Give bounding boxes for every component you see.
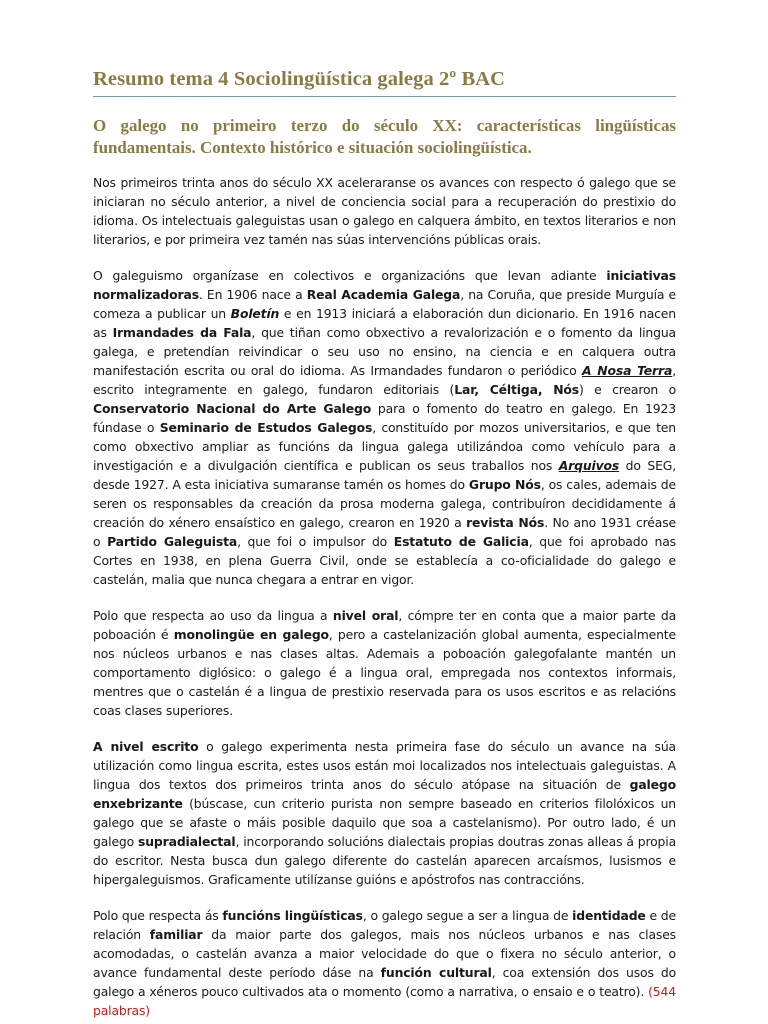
text-run: , escrito integramente en galego, fundaron editoriais (: [93, 363, 676, 397]
text-run: , que foi aprobado nas Cortes en 1938, en plena Guerra Civil, onde se establecía a co-oficialidade do galego e castelán, malia que nunca chegara a entrar en vigor.: [93, 534, 676, 587]
document-title: Resumo tema 4 Sociolingüística galega 2º BAC: [93, 68, 506, 90]
title-underline: [93, 96, 676, 97]
emphasized-text: función cultural: [380, 965, 492, 980]
text-run: , incorporando solucións dialectais propias doutras zonas alleas á propia do escritor. Nesta busca dun galego diferente do castelán aparecen arcaísmos, lusismos e hipergaleguismos. Graficamente utilízanse guións e apóstrofos nas contraccións.: [93, 834, 677, 887]
emphasized-text: supradialectal: [138, 834, 236, 849]
paragraph-functions: [93, 906, 676, 1020]
emphasized-text: Boletín: [230, 306, 280, 321]
text-run: o galego experimenta nesta primeira fase do século un avance na súa utilización como lingua escrita, estes usos están moi localizados nos intelectuais galeguistas. A lingua dos textos dos primeiros trinta anos do século atópase na situación de: [93, 739, 677, 792]
text-run: , cómpre ter en conta que a maior parte da poboación é: [93, 608, 677, 642]
text-run: , que foi o impulsor do: [237, 534, 394, 549]
text-run: Polo que respecta ao uso da lingua a: [93, 608, 333, 623]
text-run: , constituído por mozos universitarios, e que ten como obxectivo ampliar as funcións da lingua galega utilizándoa como vehículo para a investigación e a divulgación científica e publican os seus traballos nos: [93, 420, 676, 473]
word-count: (544 palabras): [93, 984, 676, 1018]
text-run: para o fomento do teatro en galego. En 1923 fúndase o: [93, 401, 676, 435]
emphasized-text: familiar: [149, 927, 203, 942]
emphasized-text: Estatuto de Galicia: [393, 534, 529, 549]
emphasized-text: Conservatorio Nacional do Arte Galego: [93, 401, 372, 416]
text-run: , o galego segue a ser a lingua de: [362, 908, 573, 923]
text-run: O galeguismo organízase en colectivos e organizacións que levan adiante: [93, 268, 607, 283]
emphasized-text: funcións lingüísticas: [222, 908, 363, 923]
text-run: . En 1906 nace a: [198, 287, 307, 302]
document-subtitle: O galego no primeiro terzo do século XX: características lingüísticas fundamentais. Contexto histórico e situación sociolingüística.: [93, 116, 676, 157]
text-run: Nos primeiros trinta anos do século XX aceleraranse os avances con respecto ó galego que se iniciaran no século anterior, a nivel de conciencia social para a recuperación do prestixio do idioma. Os intelectuais galeguistas usan o galego en calquera ámbito, en textos literarios e non literarios, e por primeira vez tamén nas súas intervencións públicas orais.: [93, 175, 676, 247]
emphasized-text: Grupo Nós: [468, 477, 541, 492]
text-run: da maior parte dos galegos, mais nos núcleos urbanos e nas clases acomodadas, o castelán avanza a maior velocidade do que o fixera no século anterior, o avance fundamental deste período dáse na: [93, 927, 676, 980]
text-run: Polo que respecta ás: [93, 908, 223, 923]
emphasized-text: A Nosa Terra: [582, 363, 673, 378]
emphasized-text: Arquivos: [558, 458, 620, 473]
emphasized-text: A nivel escrito: [93, 739, 199, 754]
paragraph-oral-level: [93, 606, 676, 720]
paragraph-intro: [93, 173, 676, 249]
text-run: , coa extensión dos usos do galego a xéneros pouco cultivados ata o momento (como a narrativa, o ensaio e o teatro).: [93, 965, 677, 999]
text-run: , pero a castelanización global aumenta, especialmente nos núcleos urbanos e nas clases altas. Ademais a poboación galegofalante mantén un comportamento diglósico: o galego é a lingua oral, empregada nos contextos informais, mentres que o castelán é a lingua de prestixio reservada para os usos escritos e as relacións coas clases superiores.: [93, 627, 676, 718]
text-run: do SEG, desde 1927. A esta iniciativa sumaranse tamén os homes do: [93, 458, 676, 492]
text-run: e en 1913 iniciará a elaboración dun dicionario. En 1916 nacen as: [93, 306, 676, 340]
emphasized-text: iniciativas normalizadoras: [93, 268, 676, 302]
emphasized-text: galego enxebrizante: [93, 777, 676, 811]
emphasized-text: Real Academia Galega: [306, 287, 461, 302]
emphasized-text: Irmandades da Fala: [112, 325, 252, 340]
emphasized-text: revista Nós: [466, 515, 545, 530]
paragraph-written-level: [93, 737, 676, 889]
emphasized-text: Seminario de Estudos Galegos: [159, 420, 373, 435]
text-run: ) e crearon o: [579, 382, 676, 397]
emphasized-text: nivel oral: [332, 608, 399, 623]
text-run: . No ano 1931 créase o: [93, 515, 676, 549]
emphasized-text: Partido Galeguista: [107, 534, 238, 549]
emphasized-text: identidade: [572, 908, 646, 923]
emphasized-text: monolingüe en galego: [173, 627, 329, 642]
text-run: , na Coruña, que preside Murguía e comeza a publicar un: [93, 287, 676, 321]
paragraph-organizations: [93, 266, 676, 589]
text-run: (búscase, cun criterio purista non sempre baseado en criterios filolóxicos un galego que se afaste o máis posible daquilo que soa a castelanismo). Por outro lado, é un galego: [93, 796, 676, 849]
emphasized-text: Lar, Céltiga, Nós: [454, 382, 580, 397]
document-body: [93, 173, 676, 1020]
text-run: e de relación: [93, 908, 676, 942]
text-run: , os cales, ademais de seren os responsables da creación da prosa moderna galega, contribuíron decididamente á creación do xénero ensaístico en galego, crearon en 1920 a: [93, 477, 676, 530]
text-run: , que tiñan como obxectivo a revalorización e o fomento da lingua galega, e pretendían reivindicar o seu uso no ensino, na ciencia e en calquera outra manifestación escrita ou oral do idioma. As Irmandades fundaron o periódico: [93, 325, 676, 378]
